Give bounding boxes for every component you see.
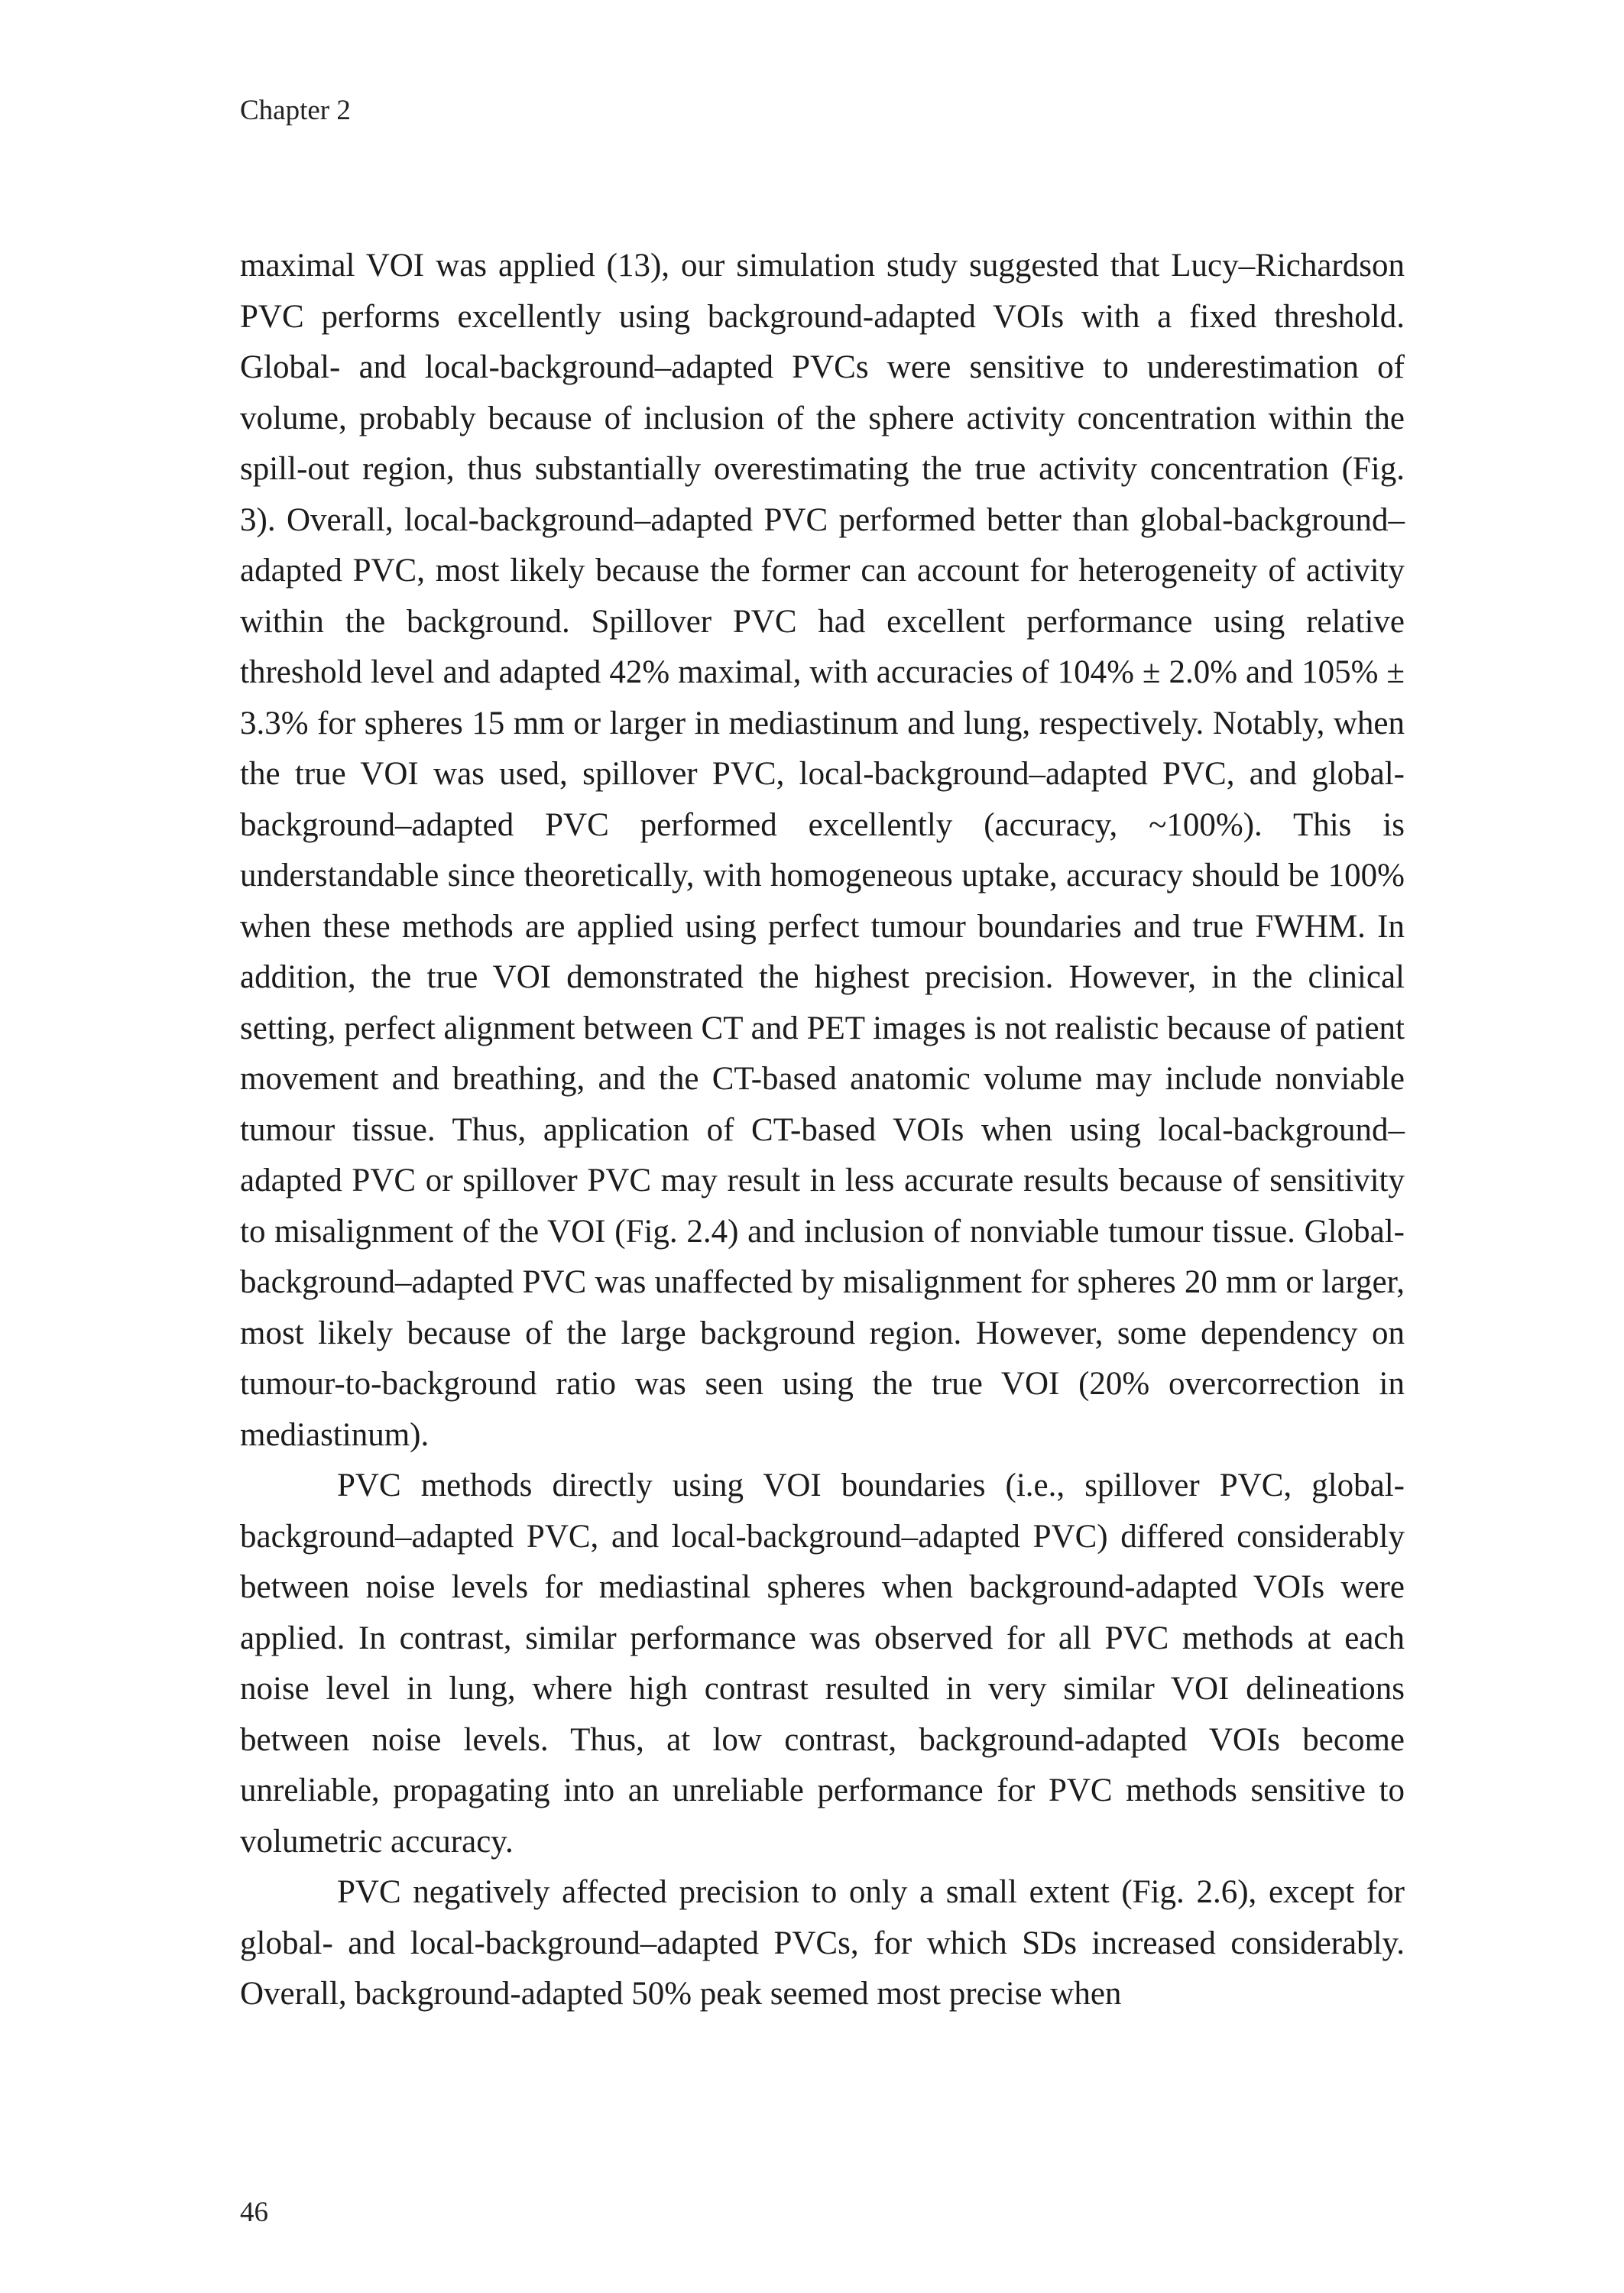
- paragraph-2: PVC methods directly using VOI boundaries (i.e., spillover PVC, global-background–adapted PVC, and local-background–adapted PVC) differed considerably between noise levels for mediastinal spheres when background-adapted VOIs were applied. In contrast, similar performance was observed for all PVC methods at each noise level in lung, where high contrast resulted in very similar VOI delineations between noise levels. Thus, at low contrast, background-adapted VOIs become unreliable, propagating into an unreliable performance for PVC methods sensitive to volumetric accuracy.: [240, 1468, 1405, 1860]
- paragraph-1: maximal VOI was applied (13), our simulation study suggested that Lucy–Richardson PVC performs excellently using background-adapted VOIs with a fixed threshold. Global- and local-background–adapted PVCs were sensitive to underestimation of volume, probably because of inclusion of the sphere activity concentration within the spill-out region, thus substantially overestimating the true activity concentration (Fig. 3). Overall, local-background–adapted PVC performed better than global-background–adapted PVC, most likely because the former can account for heterogeneity of activity within the background. Spillover PVC had excellent performance using relative threshold level and adapted 42% maximal, with accuracies of 104% ± 2.0% and 105% ± 3.3% for spheres 15 mm or larger in mediastinum and lung, respectively. Notably, when the true VOI was used, spillover PVC, local-background–adapted PVC, and global-background–adapted PVC performed excellently (accuracy, ~100%). This is understandable since theoretically, with homogeneous uptake, accuracy should be 100% when these methods are applied using perfect tumour boundaries and true FWHM. In addition, the true VOI demonstrated the highest precision. However, in the clinical setting, perfect alignment between CT and PET images is not realistic because of patient movement and breathing, and the CT-based anatomic volume may include nonviable tumour tissue. Thus, application of CT-based VOIs when using local-background–adapted PVC or spillover PVC may result in less accurate results because of sensitivity to misalignment of the VOI (Fig. 2.4) and inclusion of nonviable tumour tissue. Global-background–adapted PVC was unaffected by misalignment for spheres 20 mm or larger, most likely because of the large background region. However, some dependency on tumour-to-background ratio was seen using the true VOI (20% overcorrection in mediastinum).: [240, 248, 1405, 1453]
- body-text: [240, 241, 1405, 2020]
- running-head: Chapter 2: [240, 95, 351, 126]
- page-number: 46: [240, 2197, 268, 2228]
- paragraph-3: PVC negatively affected precision to only a small extent (Fig. 2.6), except for global- and local-background–adapted PVCs, for which SDs increased considerably. Overall, background-adapted 50% peak seemed most precise when: [240, 1874, 1405, 2012]
